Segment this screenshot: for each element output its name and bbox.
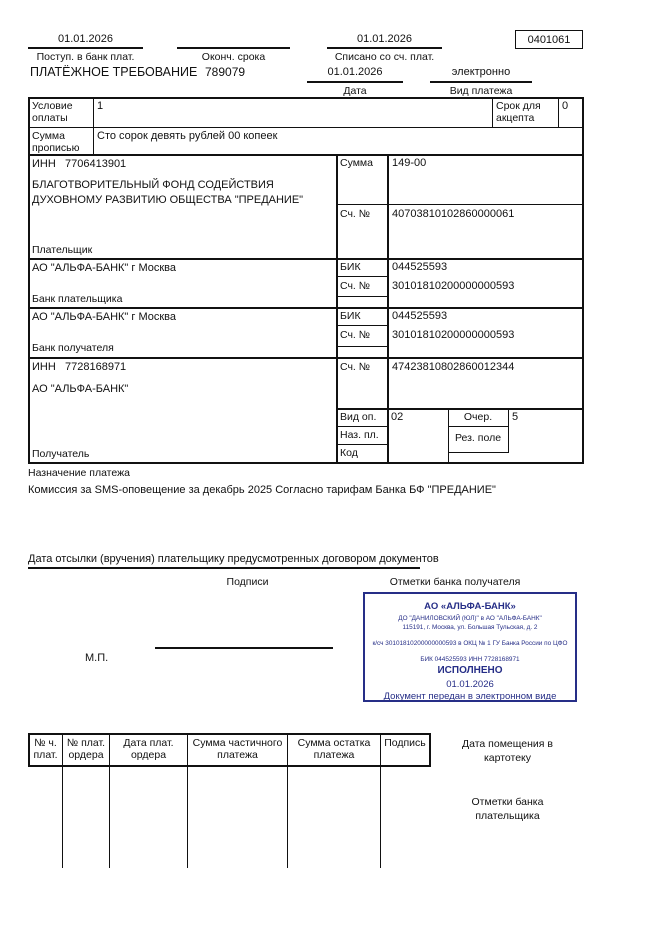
payment-kind-label: Вид платежа	[449, 85, 513, 97]
payee-bank-label: Банк получателя	[32, 342, 114, 354]
payer-bank-bik-label: БИК	[340, 261, 361, 273]
op-kind-value: 02	[391, 411, 404, 423]
payee-bank-block-border	[28, 357, 583, 359]
due-term-label: Оконч. срока	[201, 51, 266, 63]
payment-kind-line	[430, 81, 532, 83]
due-term-line	[177, 47, 290, 49]
document-number: 789079	[205, 65, 246, 79]
payee-bank-bik-label: БИК	[340, 310, 361, 322]
sum-label: Сумма	[340, 157, 373, 169]
payee-bank-name: АО "АЛЬФА-БАНК" г Москва	[32, 311, 176, 323]
payer-bank-account: 30101810200000000593	[392, 280, 515, 292]
bik1-label-border	[336, 276, 387, 277]
acc1-label-border	[336, 296, 387, 297]
sum-cell-border	[336, 204, 583, 205]
reserve-field-label: Рез. поле	[454, 432, 502, 444]
form-code-box	[515, 30, 583, 49]
stamp-date: 01.01.2026	[446, 679, 494, 690]
condition-label: Условие оплаты	[32, 100, 73, 124]
queue-label: Очер.	[463, 411, 493, 423]
queue-value: 5	[512, 411, 519, 423]
bank-stamp	[363, 592, 577, 702]
queue-value-divider	[508, 408, 509, 453]
stamp-bank-name: АО «АЛЬФА-БАНК»	[424, 601, 516, 612]
received-in-bank-label: Поступ. в банк плат.	[36, 51, 135, 63]
payment-kind-value: электронно	[451, 66, 511, 78]
condition-value: 1	[97, 100, 104, 112]
signature-line	[155, 647, 333, 649]
stamp-note: Документ передан в электронном виде	[383, 691, 557, 702]
partial-header-partial-sum: Сумма частичного платежа	[192, 737, 283, 761]
payee-name: АО "АЛЬФА-БАНК"	[32, 383, 129, 395]
payer-inn: 7706413901	[65, 158, 127, 170]
payer-bank-label: Банк плательщика	[32, 293, 123, 305]
partial-header-order-date: Дата плат. ордера	[123, 737, 174, 761]
payee-bank-marks-label: Отметки банка получателя	[389, 576, 521, 588]
payer-account: 40703810102860000061	[392, 208, 515, 220]
table-right-border	[582, 97, 584, 464]
partial-header-num: № ч. плат.	[33, 737, 58, 761]
op-kind-label: Вид оп.	[340, 411, 377, 423]
payer-label: Плательщик	[32, 244, 93, 256]
payer-bank-marks-label: Отметки банка плательщика	[471, 796, 544, 822]
payee-bank-account-label: Сч. №	[340, 329, 371, 341]
accept-term-value: 0	[562, 100, 569, 112]
stamp-corr-account: к/сч 30101810200000000593 в ОКЦ № 1 ГУ Банка России по ЦФО	[372, 640, 568, 647]
payee-account: 47423810802860012344	[392, 361, 515, 373]
payer-bank-bik: 044525593	[392, 261, 448, 273]
accept-term-col-divider	[492, 97, 493, 127]
sum-value: 149-00	[392, 157, 427, 169]
date-label: Дата	[343, 85, 367, 97]
document-date: 01.01.2026	[327, 66, 383, 78]
card-file-label: Дата помещения в картотеку	[462, 738, 553, 764]
stamp-bik-inn: БИК 044525593 ИНН 7728168971	[420, 656, 520, 663]
docs-sent-label: Дата отсылки (вручения) плательщику предусмотренных договором документов	[28, 553, 439, 565]
partial-table-top-border	[28, 733, 431, 735]
bik2-label-border	[336, 325, 387, 326]
debited-label: Списано со сч. плат.	[334, 51, 435, 63]
purpose-code-label: Наз. пл.	[340, 429, 379, 441]
payee-bank-account: 30101810200000000593	[392, 329, 515, 341]
purpose-label: Назначение платежа	[28, 467, 130, 479]
accept-value-col-divider	[558, 97, 559, 127]
stamp-address: 115191, г. Москва, ул. Большая Тульская, д. 2	[402, 624, 538, 631]
purpose-code-label-border	[336, 444, 387, 445]
payer-account-label: Сч. №	[340, 208, 371, 220]
amount-words-border	[28, 154, 583, 156]
requisites-col-divider	[336, 154, 338, 463]
payee-inn-label: ИНН	[32, 361, 56, 373]
partial-header-signature: Подпись	[384, 737, 426, 749]
document-title: ПЛАТЁЖНОЕ ТРЕБОВАНИЕ	[30, 65, 198, 79]
amount-words-label: Сумма прописью	[32, 130, 80, 154]
received-in-bank-line	[28, 47, 143, 49]
stamp-branch: ДО "ДАНИЛОВСКИЙ (ЮЛ)" в АО "АЛЬФА-БАНК"	[398, 615, 542, 622]
code-label: Код	[340, 447, 358, 459]
op-kind-label-border	[336, 426, 387, 427]
form-code: 0401061	[527, 34, 571, 46]
payer-name: БЛАГОТВОРИТЕЛЬНЫЙ ФОНД СОДЕЙСТВИЯ ДУХОВНОМУ РАЗВИТИЮ ОБЩЕСТВА "ПРЕДАНИЕ"	[32, 179, 304, 206]
signatures-label: Подписи	[226, 576, 269, 588]
payee-bank-bik: 044525593	[392, 310, 448, 322]
payer-inn-label: ИНН	[32, 158, 56, 170]
partial-col5-divider	[380, 733, 381, 868]
acc2-label-border	[336, 346, 387, 347]
docs-sent-line	[28, 567, 420, 569]
condition-row-border	[28, 127, 583, 128]
amount-words-value: Сто сорок девять рублей 00 копеек	[97, 130, 278, 142]
table-left-border	[28, 97, 30, 464]
accept-term-label: Срок для акцепта	[496, 100, 541, 124]
reserve-label-border	[448, 452, 508, 453]
table-top-border	[28, 97, 583, 99]
mp-label: М.П.	[85, 652, 109, 664]
queue-label-border	[448, 426, 508, 427]
partial-header-rest-sum: Сумма остатка платежа	[297, 737, 371, 761]
partial-table-right-border	[429, 733, 431, 766]
date-line	[307, 81, 403, 83]
payer-block-border	[28, 258, 583, 260]
requisites-value-divider	[387, 154, 389, 463]
payer-bank-account-label: Сч. №	[340, 280, 371, 292]
table-bottom-border	[28, 462, 583, 464]
condition-col-divider	[93, 97, 94, 155]
partial-header-order-num: № плат. ордера	[66, 737, 106, 761]
payee-label: Получатель	[32, 448, 90, 460]
payee-inn: 7728168971	[65, 361, 127, 373]
stamp-status: ИСПОЛНЕНО	[437, 665, 503, 676]
debited-date: 01.01.2026	[356, 33, 413, 45]
payer-bank-name: АО "АЛЬФА-БАНК" г Москва	[32, 262, 176, 274]
partial-table-header-border	[28, 765, 431, 767]
purpose-value: Комиссия за SMS-оповещение за декабрь 2025 Согласно тарифам Банка БФ "ПРЕДАНИЕ"	[28, 484, 496, 496]
payee-account-label: Сч. №	[340, 361, 371, 373]
op-row-top-border	[336, 408, 583, 410]
payer-bank-block-border	[28, 307, 583, 309]
received-in-bank-date: 01.01.2026	[57, 33, 114, 45]
debited-line	[327, 47, 442, 49]
